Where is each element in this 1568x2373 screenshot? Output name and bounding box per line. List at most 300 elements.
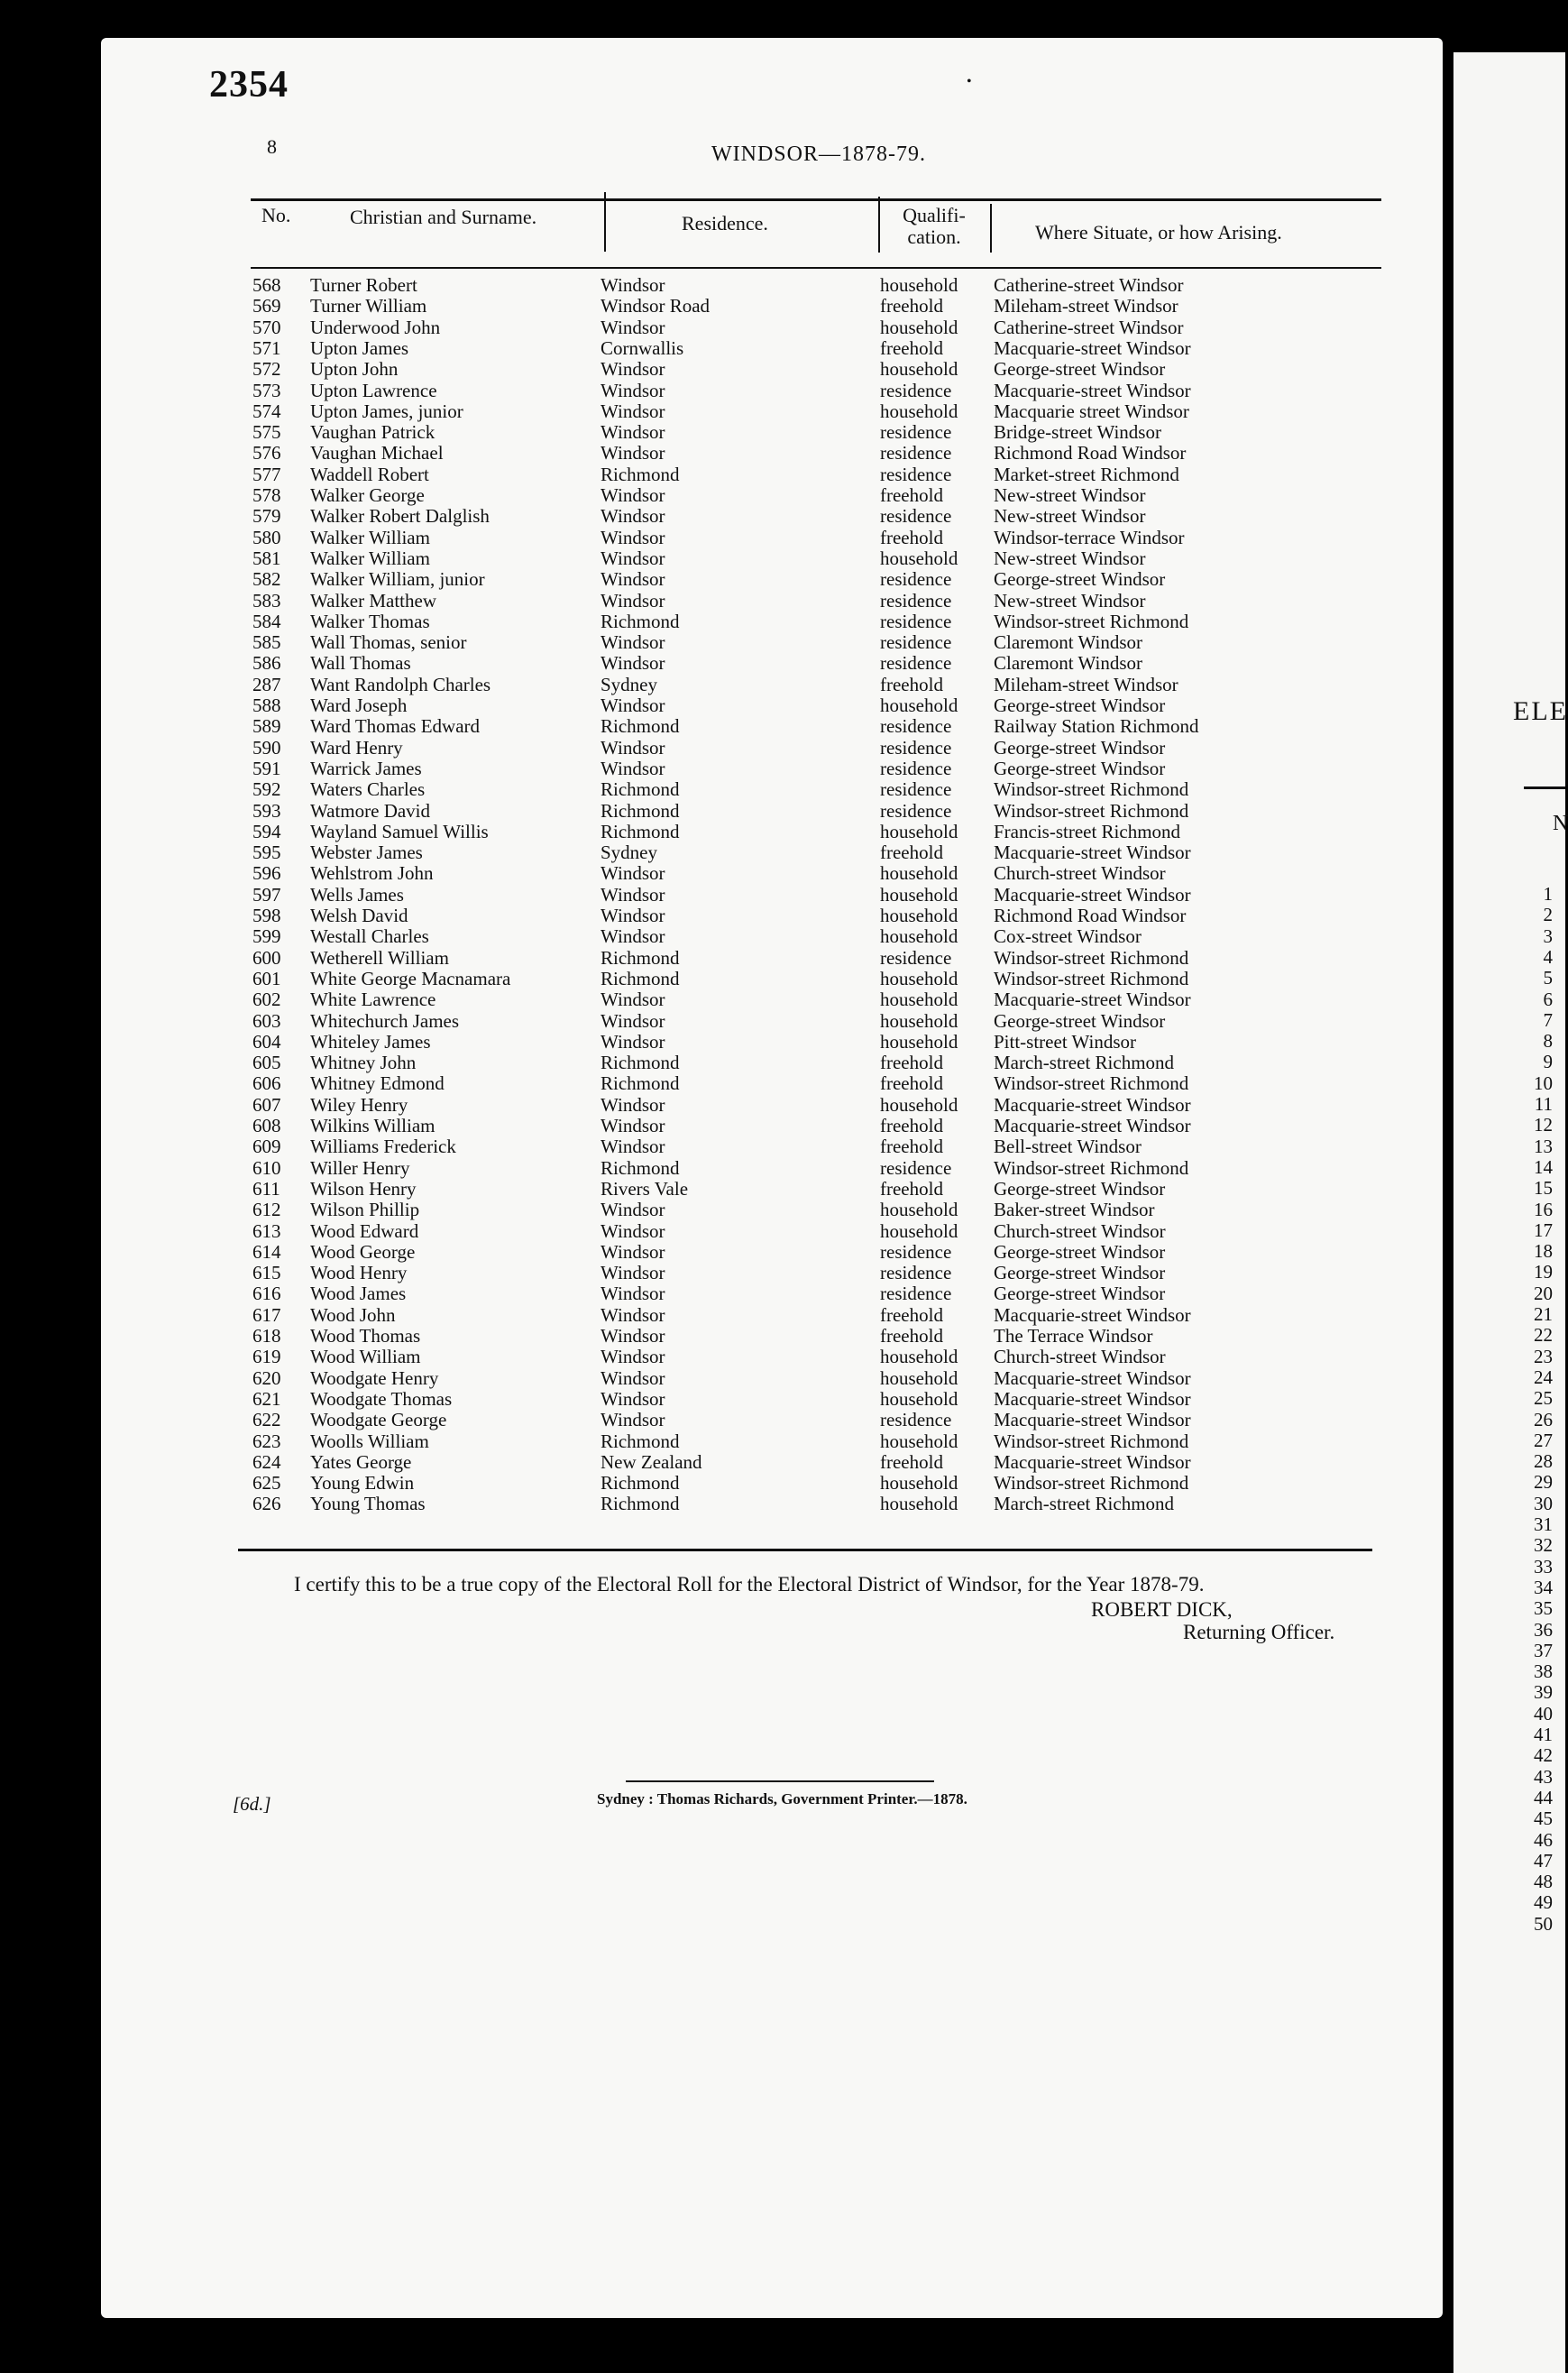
elector-residence: Richmond <box>601 1430 680 1452</box>
column-header-no: No. <box>261 204 291 226</box>
elector-name: Walker Matthew <box>310 589 437 612</box>
entry-number: 593 <box>252 799 281 822</box>
entry-number: 614 <box>252 1240 281 1263</box>
entry-number: 623 <box>252 1430 281 1452</box>
elector-residence: Windsor <box>601 526 665 548</box>
elector-qualification: freehold <box>880 1136 943 1158</box>
property-location: March-street Richmond <box>994 1052 1175 1074</box>
adjacent-row-number: 31 <box>1534 1513 1553 1535</box>
property-location: Macquarie-street Windsor <box>994 1303 1191 1326</box>
adjacent-row-number: 29 <box>1534 1471 1553 1494</box>
property-location: Macquarie-street Windsor <box>994 336 1191 359</box>
elector-residence: Windsor <box>601 400 665 422</box>
table-row <box>0 275 1565 296</box>
entry-number: 569 <box>252 295 281 317</box>
elector-name: Welsh David <box>310 905 408 926</box>
elector-name: Whitney Edmond <box>310 1072 445 1095</box>
adjacent-row-number: 13 <box>1534 1135 1553 1157</box>
adjacent-row-number: 5 <box>1543 967 1553 989</box>
entry-number: 620 <box>252 1366 281 1389</box>
elector-residence: Windsor <box>601 568 665 591</box>
property-location: Macquarie-street Windsor <box>994 379 1191 401</box>
elector-qualification: freehold <box>880 842 943 864</box>
property-location: Catherine-street Windsor <box>994 316 1184 338</box>
column-header-where: Where Situate, or how Arising. <box>1035 221 1282 244</box>
header-top-rule <box>251 198 1381 201</box>
property-location: Macquarie-street Windsor <box>994 1093 1191 1116</box>
elector-residence: Windsor <box>601 505 665 528</box>
entry-number: 622 <box>252 1409 281 1431</box>
elector-name: Walker William, junior <box>310 568 485 591</box>
property-location: George-street Windsor <box>994 568 1166 591</box>
table-row <box>0 653 1565 674</box>
elector-name: Upton John <box>310 358 399 381</box>
elector-qualification: household <box>880 1199 958 1221</box>
adjacent-row-number: 17 <box>1534 1219 1553 1241</box>
printer-imprint: Sydney : Thomas Richards, Government Printer.—1878. <box>597 1790 967 1807</box>
property-location: Claremont Windsor <box>994 631 1142 654</box>
entry-number: 589 <box>252 715 281 738</box>
elector-name: Upton James, junior <box>310 400 463 422</box>
elector-residence: Windsor <box>601 274 665 296</box>
entry-number: 573 <box>252 379 281 401</box>
entry-number: 576 <box>252 442 281 464</box>
property-location: George-street Windsor <box>994 1177 1166 1200</box>
elector-name: White George Macnamara <box>310 967 511 989</box>
elector-name: Want Randolph Charles <box>310 673 491 695</box>
elector-qualification: household <box>880 1030 958 1053</box>
elector-name: Whitechurch James <box>310 1009 460 1032</box>
elector-qualification: freehold <box>880 484 943 506</box>
elector-name: Westall Charles <box>310 925 429 948</box>
ink-speck: • <box>967 74 972 89</box>
entry-number: 624 <box>252 1450 281 1473</box>
table-row <box>0 1494 1565 1514</box>
entry-number: 287 <box>252 673 281 695</box>
adjacent-row-number: 50 <box>1534 1912 1553 1935</box>
adjacent-row-number: 48 <box>1534 1871 1553 1893</box>
property-location: Bell-street Windsor <box>994 1136 1142 1158</box>
elector-residence: Richmond <box>601 715 680 738</box>
elector-residence: Windsor <box>601 547 665 569</box>
elector-residence: Windsor <box>601 1199 665 1221</box>
property-location: George-street Windsor <box>994 757 1166 779</box>
elector-name: Webster James <box>310 842 423 864</box>
adjacent-row-number: 33 <box>1534 1555 1553 1577</box>
elector-name: Wells James <box>310 883 404 906</box>
property-location: Windsor-street Richmond <box>994 610 1189 632</box>
elector-name: Ward Joseph <box>310 694 408 716</box>
table-row <box>0 759 1565 779</box>
entry-number: 571 <box>252 336 281 359</box>
elector-residence: Windsor <box>601 421 665 444</box>
elector-name: Wilson Henry <box>310 1177 417 1200</box>
elector-residence: New Zealand <box>601 1450 702 1473</box>
table-row <box>0 464 1565 485</box>
elector-qualification: residence <box>880 736 952 759</box>
entry-number: 607 <box>252 1093 281 1116</box>
entry-number: 605 <box>252 1052 281 1074</box>
elector-name: Yates George <box>310 1450 412 1473</box>
adjacent-row-number: 36 <box>1534 1618 1553 1641</box>
elector-name: Ward Thomas Edward <box>310 715 481 738</box>
elector-qualification: household <box>880 1093 958 1116</box>
elector-qualification: residence <box>880 1409 952 1431</box>
adjacent-row-number: 22 <box>1534 1324 1553 1347</box>
adjacent-page-column-fragment: N <box>1553 812 1568 835</box>
property-location: George-street Windsor <box>994 694 1166 716</box>
table-row <box>0 1200 1565 1220</box>
elector-residence: Windsor <box>601 631 665 654</box>
table-row <box>0 1347 1565 1367</box>
property-location: Church-street Windsor <box>994 1346 1166 1368</box>
elector-name: Wehlstrom John <box>310 862 434 885</box>
property-location: Macquarie-street Windsor <box>994 1387 1191 1410</box>
elector-residence: Windsor <box>601 925 665 948</box>
elector-qualification: household <box>880 820 958 842</box>
adjacent-row-number: 4 <box>1543 945 1553 968</box>
adjacent-row-number: 9 <box>1543 1051 1553 1073</box>
entry-number: 616 <box>252 1283 281 1305</box>
table-row <box>0 716 1565 737</box>
property-location: Claremont Windsor <box>994 652 1142 675</box>
entry-number: 599 <box>252 925 281 948</box>
elector-residence: Windsor <box>601 1136 665 1158</box>
entry-number: 588 <box>252 694 281 716</box>
entry-number: 584 <box>252 610 281 632</box>
property-location: George-street Windsor <box>994 358 1166 381</box>
adjacent-row-number: 49 <box>1534 1891 1553 1914</box>
elector-qualification: freehold <box>880 526 943 548</box>
elector-residence: Windsor <box>601 1262 665 1284</box>
signatory-title: Returning Officer. <box>1183 1621 1335 1643</box>
elector-name: Walker William <box>310 547 430 569</box>
property-location: Church-street Windsor <box>994 1219 1166 1242</box>
adjacent-row-number: 3 <box>1543 924 1553 947</box>
entry-number: 615 <box>252 1262 281 1284</box>
table-row <box>0 1473 1565 1494</box>
column-header-residence: Residence. <box>682 212 768 235</box>
table-row <box>0 1032 1565 1053</box>
adjacent-page-heading-fragment: ELE <box>1513 696 1568 726</box>
elector-qualification: freehold <box>880 336 943 359</box>
property-location: Macquarie street Windsor <box>994 400 1189 422</box>
elector-name: Wood John <box>310 1303 396 1326</box>
elector-qualification: household <box>880 883 958 906</box>
adjacent-row-number: 25 <box>1534 1387 1553 1410</box>
elector-name: Wood James <box>310 1283 407 1305</box>
entry-number: 604 <box>252 1030 281 1053</box>
entry-number: 618 <box>252 1325 281 1347</box>
elector-name: Wood Henry <box>310 1262 408 1284</box>
elector-qualification: household <box>880 1387 958 1410</box>
table-row <box>0 1136 1565 1157</box>
elector-qualification: residence <box>880 715 952 738</box>
table-row <box>0 1155 1565 1179</box>
table-row <box>0 779 1565 800</box>
property-location: Macquarie-street Windsor <box>994 1409 1191 1431</box>
table-row <box>0 906 1565 926</box>
table-row <box>0 422 1565 443</box>
elector-name: Willer Henry <box>310 1156 410 1179</box>
table-row <box>0 1053 1565 1073</box>
elector-qualification: freehold <box>880 1303 943 1326</box>
elector-name: Wiley Henry <box>310 1093 408 1116</box>
elector-residence: Windsor <box>601 1030 665 1053</box>
elector-qualification: residence <box>880 442 952 464</box>
adjacent-row-number: 23 <box>1534 1345 1553 1367</box>
adjacent-row-number: 11 <box>1534 1093 1553 1115</box>
entry-number: 585 <box>252 631 281 654</box>
elector-qualification: residence <box>880 757 952 779</box>
property-location: Windsor-street Richmond <box>994 967 1189 989</box>
table-row <box>0 989 1565 1010</box>
table-row <box>0 485 1565 506</box>
table-row <box>0 1263 1565 1283</box>
property-location: New-street Windsor <box>994 484 1146 506</box>
elector-qualification: household <box>880 1219 958 1242</box>
table-row <box>0 506 1565 527</box>
adjacent-row-number: 26 <box>1534 1408 1553 1430</box>
elector-residence: Richmond <box>601 610 680 632</box>
entry-number: 582 <box>252 568 281 591</box>
entry-number: 590 <box>252 736 281 759</box>
elector-residence: Richmond <box>601 799 680 822</box>
elector-qualification: household <box>880 1346 958 1368</box>
elector-qualification: residence <box>880 379 952 401</box>
elector-residence: Richmond <box>601 967 680 989</box>
adjacent-row-number: 19 <box>1534 1261 1553 1283</box>
elector-name: Whiteley James <box>310 1030 431 1053</box>
elector-residence: Windsor <box>601 1283 665 1305</box>
table-row <box>0 1221 1565 1242</box>
elector-qualification: household <box>880 1009 958 1032</box>
elector-residence: Sydney <box>601 842 657 864</box>
adjacent-row-number: 20 <box>1534 1282 1553 1304</box>
adjacent-row-number: 42 <box>1534 1744 1553 1767</box>
elector-qualification: household <box>880 989 958 1011</box>
elector-name: Wetherell William <box>310 946 449 969</box>
adjacent-row-number: 14 <box>1534 1155 1553 1178</box>
property-location: Macquarie-street Windsor <box>994 1450 1191 1473</box>
elector-name: Vaughan Michael <box>310 442 444 464</box>
elector-name: Wood Thomas <box>310 1325 421 1347</box>
property-location: George-street Windsor <box>994 1240 1166 1263</box>
entry-number: 626 <box>252 1493 281 1515</box>
entry-number: 596 <box>252 862 281 885</box>
entry-number: 592 <box>252 778 281 801</box>
elector-residence: Richmond <box>601 820 680 842</box>
elector-name: Young Thomas <box>310 1493 426 1515</box>
entry-number: 583 <box>252 589 281 612</box>
entry-number: 581 <box>252 547 281 569</box>
elector-name: Warrick James <box>310 757 422 779</box>
table-row <box>0 632 1565 653</box>
elector-name: Upton Lawrence <box>310 379 437 401</box>
elector-residence: Richmond <box>601 463 680 485</box>
elector-residence: Richmond <box>601 1072 680 1095</box>
property-location: Church-street Windsor <box>994 862 1166 885</box>
elector-name: Whitney John <box>310 1052 417 1074</box>
signatory-name: ROBERT DICK, <box>1091 1598 1233 1621</box>
entry-number: 578 <box>252 484 281 506</box>
elector-qualification: household <box>880 1472 958 1495</box>
elector-name: Walker Robert Dalglish <box>310 505 490 528</box>
elector-qualification: household <box>880 1366 958 1389</box>
elector-name: Walker William <box>310 526 430 548</box>
entry-number: 597 <box>252 883 281 906</box>
table-row <box>0 1368 1565 1389</box>
table-row <box>0 1452 1565 1473</box>
elector-qualification: household <box>880 1493 958 1515</box>
adjacent-row-number: 38 <box>1534 1660 1553 1683</box>
elector-residence: Windsor <box>601 1366 665 1389</box>
adjacent-row-number: 2 <box>1543 904 1553 926</box>
elector-residence: Windsor <box>601 1219 665 1242</box>
entry-number: 574 <box>252 400 281 422</box>
adjacent-row-number: 1 <box>1543 883 1553 905</box>
elector-qualification: household <box>880 316 958 338</box>
elector-qualification: residence <box>880 589 952 612</box>
elector-qualification: residence <box>880 505 952 528</box>
property-location: Market-street Richmond <box>994 463 1179 485</box>
elector-residence: Windsor Road <box>601 295 711 317</box>
table-row <box>0 1389 1565 1410</box>
property-location: George-street Windsor <box>994 1009 1166 1032</box>
property-location: New-street Windsor <box>994 505 1146 528</box>
elector-name: Wilson Phillip <box>310 1199 420 1221</box>
property-location: Macquarie-street Windsor <box>994 842 1191 864</box>
elector-qualification: freehold <box>880 1072 943 1095</box>
elector-residence: Windsor <box>601 1409 665 1431</box>
table-row <box>0 1326 1565 1347</box>
entry-number: 621 <box>252 1387 281 1410</box>
column-header-name: Christian and Surname. <box>350 206 537 228</box>
elector-residence: Windsor <box>601 1009 665 1032</box>
entry-number: 568 <box>252 274 281 296</box>
adjacent-row-number: 24 <box>1534 1366 1553 1388</box>
entry-number: 575 <box>252 421 281 444</box>
elector-residence: Windsor <box>601 1325 665 1347</box>
elector-residence: Windsor <box>601 484 665 506</box>
elector-residence: Windsor <box>601 736 665 759</box>
elector-qualification: residence <box>880 778 952 801</box>
elector-qualification: household <box>880 358 958 381</box>
elector-name: Woolls William <box>310 1430 429 1452</box>
elector-qualification: freehold <box>880 1177 943 1200</box>
elector-residence: Windsor <box>601 652 665 675</box>
elector-qualification: freehold <box>880 1450 943 1473</box>
column-divider <box>990 204 992 253</box>
elector-qualification: freehold <box>880 673 943 695</box>
table-row <box>0 296 1565 317</box>
elector-name: Walker George <box>310 484 425 506</box>
column-header-qualification: Qualifi- cation. <box>903 204 966 248</box>
elector-residence: Windsor <box>601 442 665 464</box>
elector-name: Turner Robert <box>310 274 417 296</box>
property-location: Windsor-street Richmond <box>994 1430 1189 1452</box>
elector-qualification: household <box>880 925 958 948</box>
table-row <box>0 969 1565 989</box>
entry-number: 600 <box>252 946 281 969</box>
elector-qualification: residence <box>880 946 952 969</box>
elector-name: Vaughan Patrick <box>310 421 436 444</box>
elector-name: Wood Edward <box>310 1219 419 1242</box>
elector-residence: Richmond <box>601 1493 680 1515</box>
table-row <box>0 675 1565 695</box>
table-row <box>0 863 1565 884</box>
entry-number: 579 <box>252 505 281 528</box>
table-row <box>0 945 1565 969</box>
entry-number: 608 <box>252 1115 281 1136</box>
adjacent-row-number: 43 <box>1534 1765 1553 1788</box>
adjacent-row-number: 39 <box>1534 1681 1553 1704</box>
adjacent-row-number: 41 <box>1534 1724 1553 1745</box>
property-location: Pitt-street Windsor <box>994 1030 1137 1053</box>
elector-name: White Lawrence <box>310 989 436 1011</box>
entry-number: 625 <box>252 1472 281 1495</box>
elector-residence: Richmond <box>601 778 680 801</box>
elector-qualification: residence <box>880 799 952 822</box>
elector-residence: Windsor <box>601 989 665 1011</box>
entry-number: 580 <box>252 526 281 548</box>
adjacent-row-number: 27 <box>1534 1429 1553 1451</box>
elector-name: Wilkins William <box>310 1115 436 1136</box>
property-location: Macquarie-street Windsor <box>994 1115 1191 1136</box>
property-location: Windsor-terrace Windsor <box>994 526 1185 548</box>
adjacent-row-number: 46 <box>1534 1828 1553 1851</box>
table-row <box>0 842 1565 863</box>
table-row <box>0 317 1565 338</box>
adjacent-page-rule <box>1524 786 1565 789</box>
property-location: Richmond Road Windsor <box>994 905 1187 926</box>
page-number: 2354 <box>209 64 289 106</box>
adjacent-row-number: 37 <box>1534 1639 1553 1661</box>
adjacent-row-number: 12 <box>1534 1114 1553 1136</box>
table-row <box>0 695 1565 716</box>
price-mark: [6d.] <box>233 1793 271 1815</box>
table-row <box>0 359 1565 380</box>
elector-residence: Windsor <box>601 1346 665 1368</box>
elector-qualification: household <box>880 862 958 885</box>
entry-number: 612 <box>252 1199 281 1221</box>
adjacent-row-number: 18 <box>1534 1240 1553 1263</box>
table-bottom-rule <box>238 1549 1372 1551</box>
property-location: Windsor-street Richmond <box>994 1472 1189 1495</box>
table-row <box>0 738 1565 759</box>
table-row <box>0 591 1565 612</box>
sheet-number: 8 <box>267 135 277 158</box>
elector-qualification: residence <box>880 1240 952 1263</box>
elector-residence: Windsor <box>601 905 665 926</box>
property-location: New-street Windsor <box>994 547 1146 569</box>
table-row <box>0 1008 1565 1032</box>
certification-statement: I certify this to be a true copy of the Electoral Roll for the Electoral District of Windsor, for the Year 1878-79. <box>294 1573 1205 1596</box>
property-location: Windsor-street Richmond <box>994 799 1189 822</box>
printer-rule <box>626 1780 934 1782</box>
adjacent-row-number: 28 <box>1534 1450 1553 1473</box>
table-row <box>0 612 1565 632</box>
property-location: Macquarie-street Windsor <box>994 883 1191 906</box>
elector-residence: Windsor <box>601 1115 665 1136</box>
table-row <box>0 885 1565 906</box>
entry-number: 594 <box>252 820 281 842</box>
table-row <box>0 381 1565 401</box>
elector-qualification: residence <box>880 463 952 485</box>
elector-qualification: household <box>880 547 958 569</box>
table-row <box>0 338 1565 359</box>
table-row <box>0 1410 1565 1430</box>
